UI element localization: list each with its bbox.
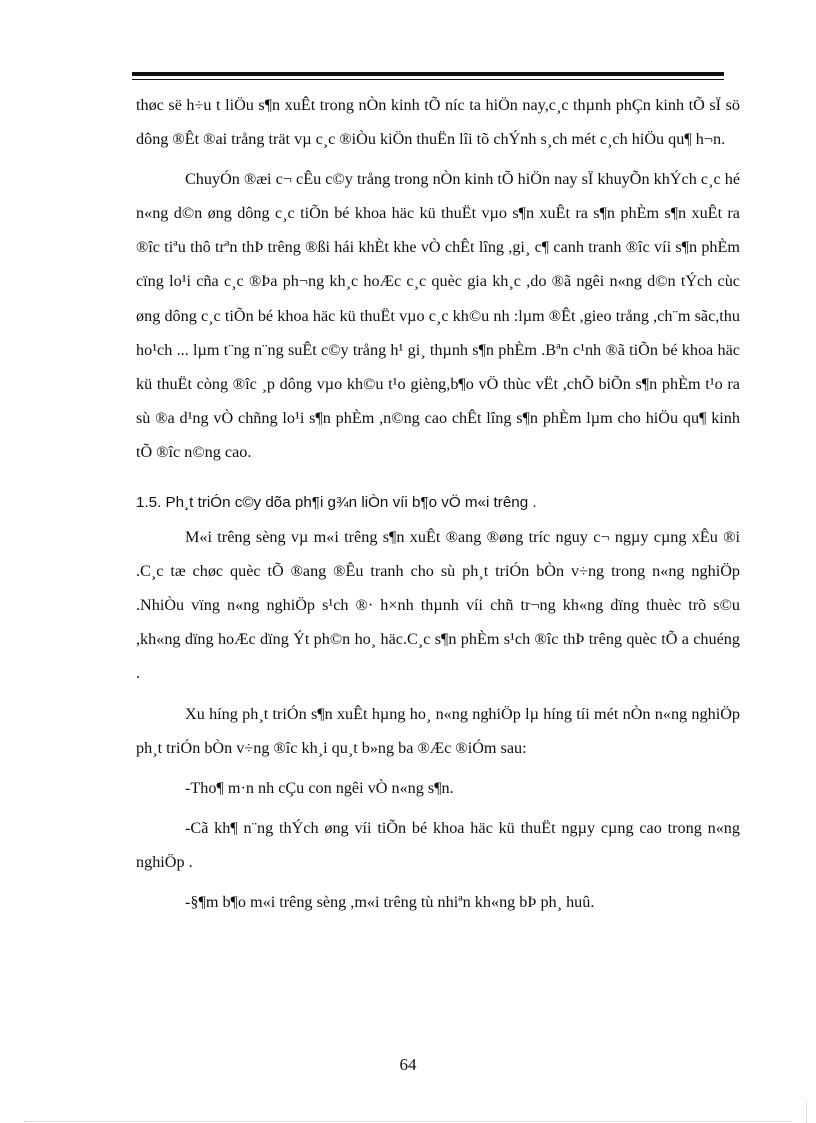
list-item-1: -Tho¶ m·n nh cÇu con ngêi vÒ n«ng s¶n. xyxy=(185,778,454,797)
page-body xyxy=(136,88,740,919)
paragraph-1: thøc së h÷u t liÖu s¶n xuÊt trong nÒn kinh tÕ níc ta hiÖn nay,c¸c thµnh phÇn kinh tÕ sÏ sö dông ®Êt ®ai trång trät vµ c¸c ®iÒu kiÖn thuËn lîi tõ chÝnh s¸ch mét c¸ch hiÖu qu¶ h¬n. xyxy=(136,96,740,149)
paragraph-2: ChuyÓn ®æi c¬ cÊu c©y trång trong nÒn kinh tÕ hiÖn nay sÏ khuyÕn khÝch c¸c hé n«ng d©n øng dông c¸c tiÕn bé khoa häc kü thuËt vµo s¶n xuÊt ra s¶n phÈm s¶n xuÊt ra ®îc tiªu thô trªn thÞ trêng ®ßi hái khÈt khe vÒ chÊt lîng ,gi¸ c¶ canh tranh ®îc víi s¶n phÈm cïng lo¹i cña c¸c ®Þa ph¬ng kh¸c hoÆc c¸c quèc gia kh¸c ,do ®ã ngêi n«ng d©n tÝch cùc øng dông c¸c tiÕn bé khoa häc kü thuËt vµo c¸c kh©u nh :lµm ®Êt ,gieo trång ,ch¨m sãc,thu ho¹ch ... lµm t¨ng n¨ng suÊt c©y trång h¹ gi¸ thµnh s¶n phÈm .Bªn c¹nh ®ã tiÕn bé khoa häc kü thuËt còng ®îc ¸p dông vµo kh©u t¹o gièng,b¶o vÖ thùc vËt ,chÕ biÕn s¶n phÈm t¹o ra sù ®a d¹ng vÒ chñng lo¹i s¶n phÈm ,n©ng cao chÊt lîng s¶n phÈm lµm cho hiÖu qu¶ kinh tÕ ®îc n©ng cao. xyxy=(136,170,740,461)
paragraph-3: M«i trêng sèng vµ m«i trêng s¶n xuÊt ®ang ®øng tríc nguy c¬ ngµy cµng xÊu ®i .C¸c tæ chøc quèc tÕ ®ang ®Êu tranh cho sù ph¸t triÓn bÒn v÷ng trong n«ng nghiÖp .NhiÒu vïng n«ng nghiÖp s¹ch ®· h×nh thµnh víi chñ tr¬ng kh«ng dïng thuèc trõ s©u ,kh«ng dïng hoÆc dïng Ýt ph©n ho¸ häc.C¸c s¶n phÈm s¹ch ®îc thÞ trêng quèc tÕ a chuéng . xyxy=(136,528,740,683)
section-heading: 1.5. Ph¸t triÓn c©y dõa ph¶i g¾n liÒn víi b¶o vÖ m«i trêng . xyxy=(136,494,537,512)
header-rule-thin xyxy=(132,79,724,80)
header-rule xyxy=(132,72,724,76)
paragraph-4: Xu híng ph¸t triÓn s¶n xuÊt hµng ho¸ n«ng nghiÖp lµ híng tíi mét nÒn n«ng nghiÖp ph¸t triÓn bÒn v÷ng ®îc kh¸i qu¸t b»ng ba ®Æc ®iÓm sau: xyxy=(136,704,740,757)
page-number: 64 xyxy=(399,1055,417,1074)
list-item-2: -Cã kh¶ n¨ng thÝch øng víi tiÕn bé khoa häc kü thuËt ngµy cµng cao trong n«ng nghiÖp . xyxy=(136,818,740,871)
list-item-3: -§¶m b¶o m«i trêng sèng ,m«i trêng tù nhiªn kh«ng bÞ ph¸ huû. xyxy=(185,892,595,911)
page-border-dotted xyxy=(24,1121,792,1122)
page-border-dotted-side xyxy=(806,1100,807,1123)
